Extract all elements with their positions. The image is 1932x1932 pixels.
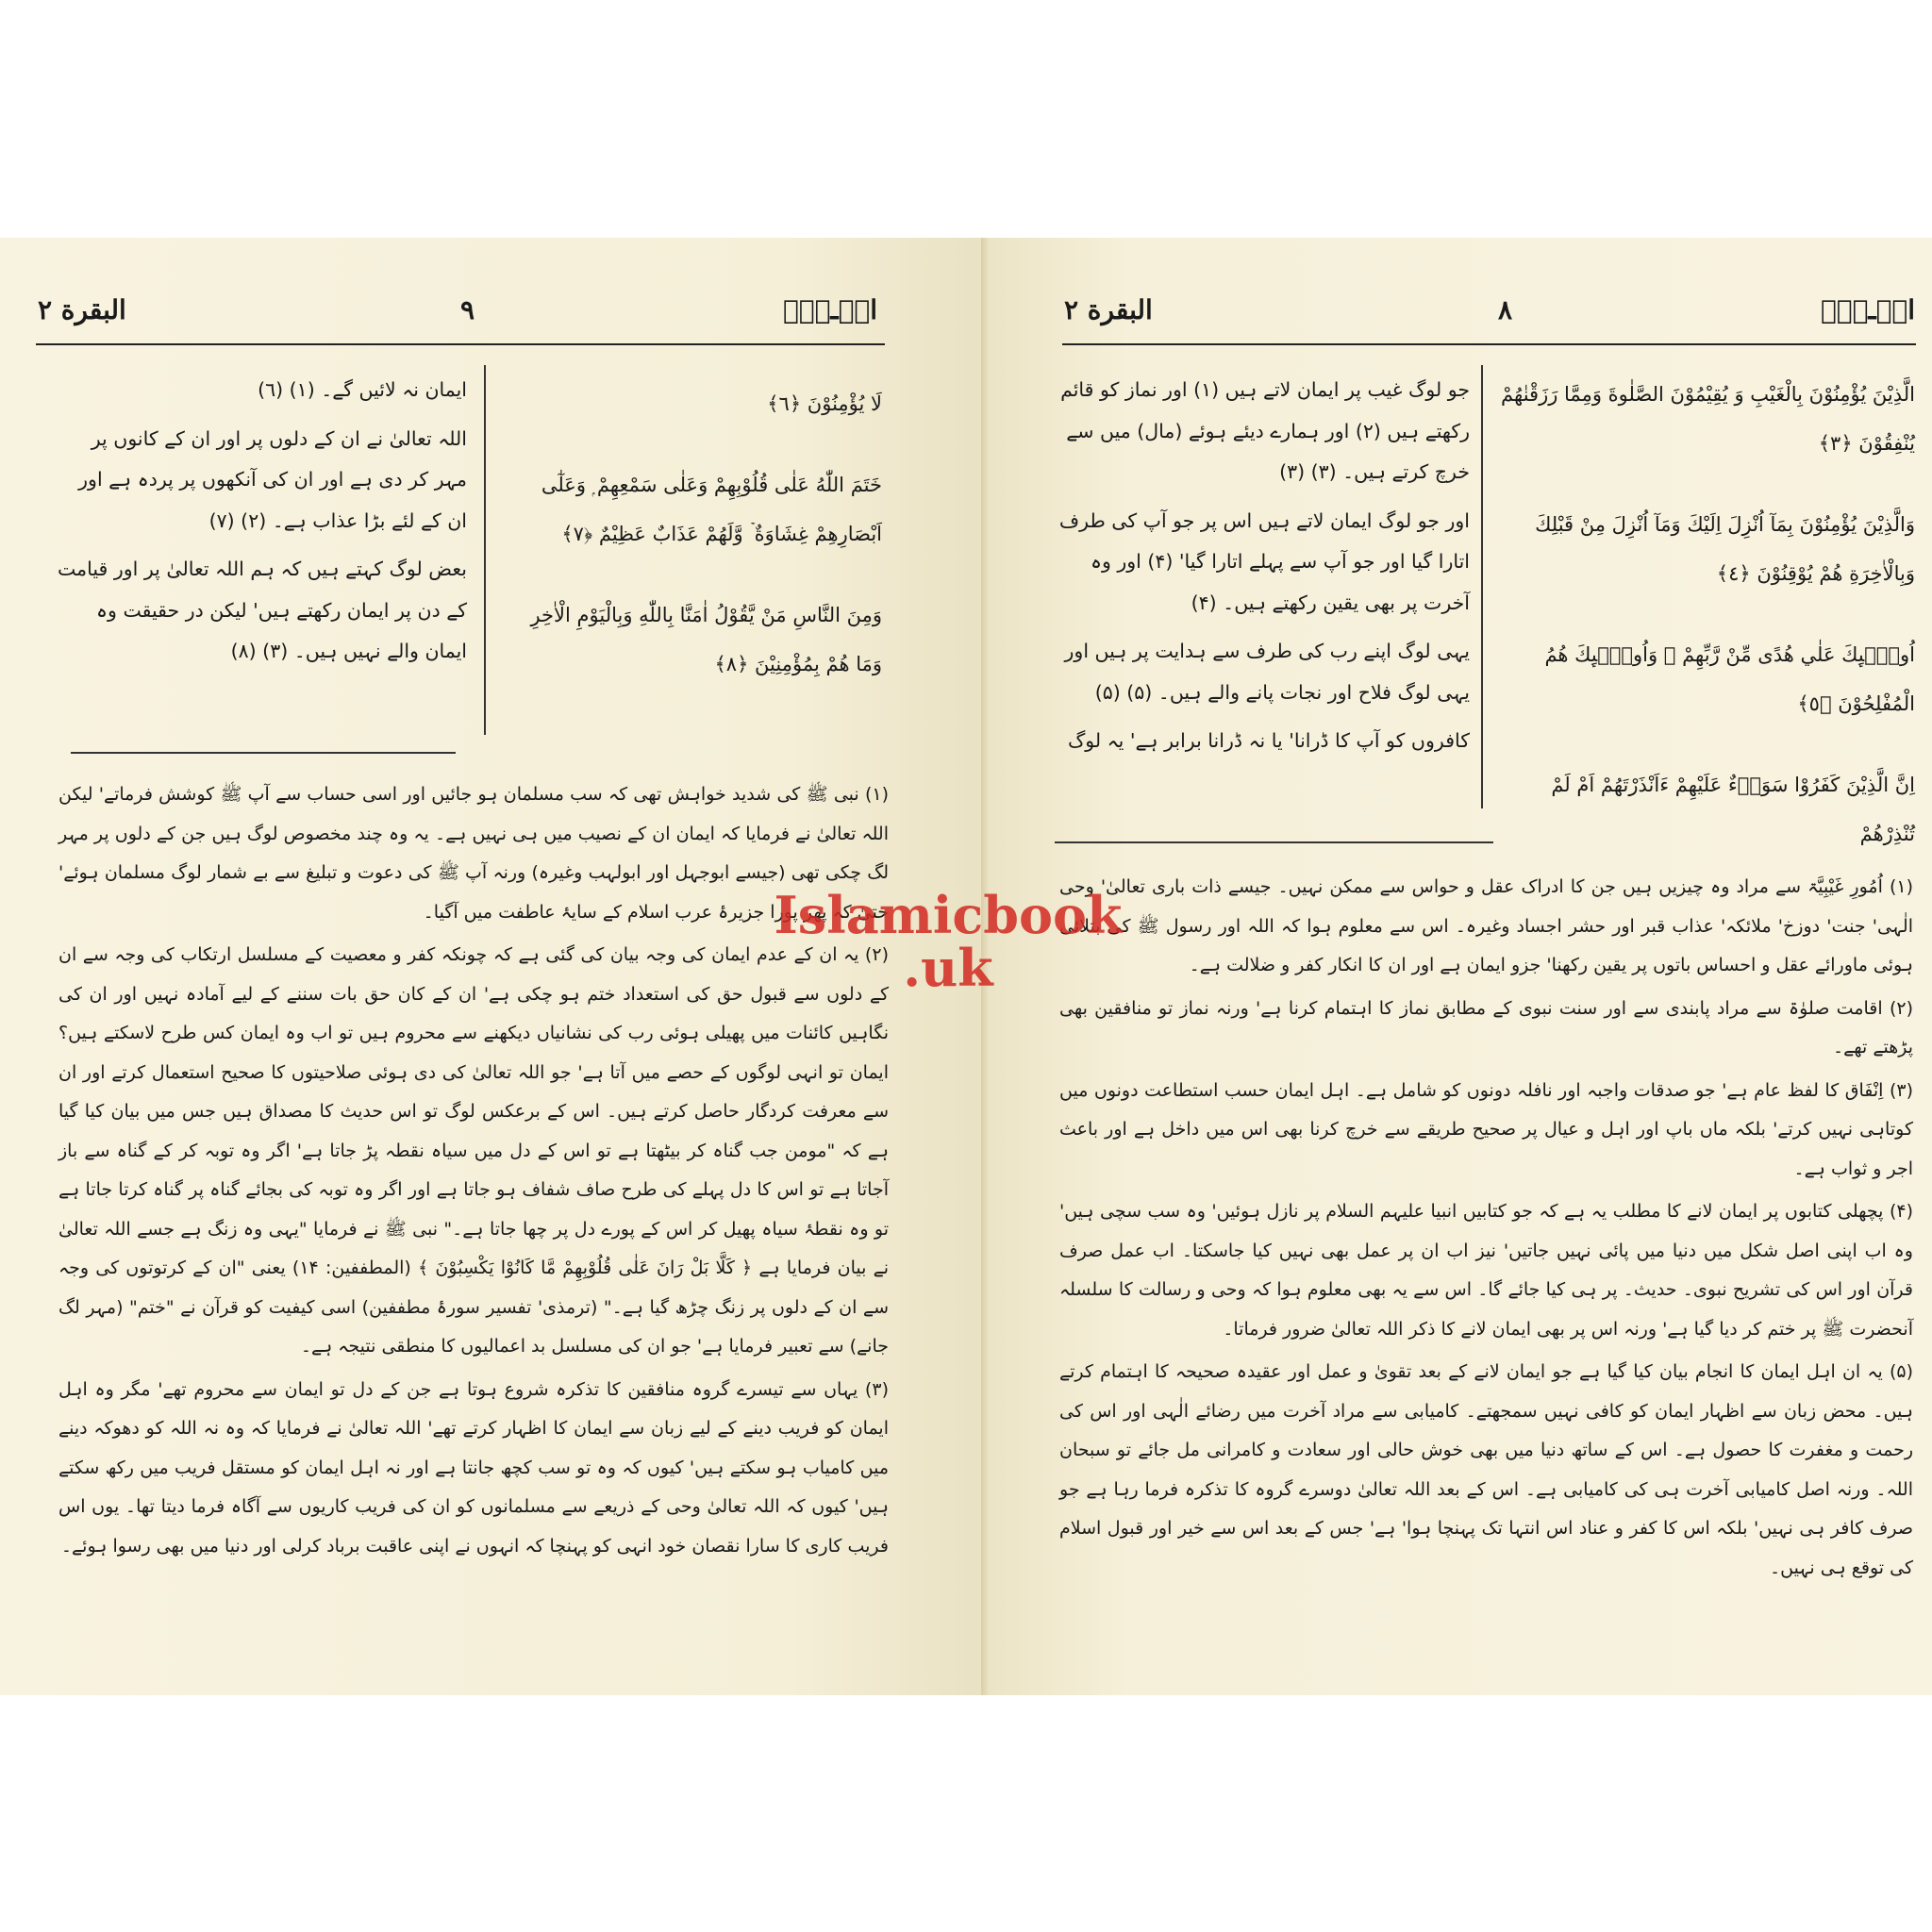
- watermark: [736, 885, 1160, 998]
- footnote: (۲) یہ ان کے عدم ایمان کی وجہ بیان کی گئی ہے کہ چونکہ کفر و معصیت کے مسلسل ارتکاب کی وجہ سے ان کے دلوں سے قبول حق کی استعداد ختم ہو چکی ہے' ان کے کان حق بات سننے کے لیے آمادہ نہیں اور ان کی نگاہیں کائنات میں پھیلی ہوئی رب کی نشانیاں دیکھنے سے محروم ہیں تو اب وہ ایمان کس طرح لاسکتے ہیں؟ ایمان تو انہی لوگوں کے حصے میں آتا ہے' جو اللہ تعالیٰ کی دی ہوئی صلاحیتوں کا صحیح استعمال کرتے اور ان سے معرفت کردگار حاصل کرتے ہیں۔ اس کے برعکس لوگ تو اس حدیث کا مصداق ہیں جس میں بیان کیا گیا ہے کہ "مومن جب گناہ کر بیٹھتا ہے تو اس کے دل میں سیاہ نقطہ پڑ جاتا ہے' اگر وہ توبہ کر کے گناہ سے باز آجاتا ہے تو اس کا دل پہلے کی طرح صاف شفاف ہو جاتا ہے اور اگر وہ توبہ کی بجائے گناہ پر گناہ کرتا جاتا ہے تو وہ نقطۂ سیاہ پھیل کر اس کے پورے دل پر چھا جاتا ہے۔" نبی ﷺ نے فرمایا "یہی وہ زنگ ہے جسے اللہ تعالیٰ نے بیان فرمایا ہے ﴿ كَلَّا بَلْ رَانَ عَلٰى قُلُوْبِهِمْ مَّا كَانُوْا يَكْسِبُوْنَ ﴾ (المطففین: ۱۴) یعنی "ان کے کرتوتوں کی وجہ سے ان کے دلوں پر زنگ چڑھ گیا ہے۔" (ترمذی' تفسیر سورۂ مطففین) اسی کیفیت کو قرآن نے "ختم" (مہر لگ جانے) سے تعبیر فرمایا ہے' جو ان کی مسلسل بد اعمالیوں کا منطقی نتیجہ ہے۔: [58, 944, 890, 1357]
- arabic-verse: خَتَمَ اللّٰهُ عَلٰى قُلُوْبِهِمْ وَعَلٰى سَمْعِهِمْ ۭ وَعَلٰٓى اَبْصَارِهِمْ غِشَاوَةٌ ۡ وَّلَهُمْ عَذَابٌ عَظِيْمٌ ﴿٧﴾: [541, 474, 882, 545]
- header-rule: [1062, 343, 1916, 345]
- surah-name: البقرة ۲: [38, 294, 126, 325]
- footnote: (۴) پچھلی کتابوں پر ایمان لانے کا مطلب یہ ہے کہ جو کتابیں انبیا علیہم السلام پر نازل ہوئیں' وہ سب سچی ہیں' وہ اب اپنی اصل شکل میں دنیا میں پائی نہیں جاتیں' نیز اب ان پر عمل بھی نہیں کیا جاسکتا۔ اب عمل صرف قرآن اور اس کی تشریح نبوی۔ حدیث۔ پر ہی کیا جائے گا۔ اس سے یہ بھی معلوم ہوا کہ وحی و رسالت کا سلسلہ آنحضرت ﷺ پر ختم کر دیا گیا ہے' ورنہ اس پر بھی ایمان لانے کا ذکر اللہ تعالیٰ ضرور فرماتا۔: [1059, 1201, 1913, 1340]
- footnote-rule: [71, 752, 456, 754]
- footnote: (۳) اِنْفَاق کا لفظ عام ہے' جو صدقات واجبہ اور نافلہ دونوں کو شامل ہے۔ اہل ایمان حسب استطاعت دونوں میں کوتاہی نہیں کرتے' بلکہ ماں باپ اور اہل و عیال پر صحیح طریقے سے خرچ کرنا بھی اس میں داخل ہے اور باعث اجر و ثواب ہے۔: [1059, 1079, 1913, 1179]
- arabic-verse: الَّذِيْنَ يُؤْمِنُوْنَ بِالْغَيْبِ وَ يُقِيْمُوْنَ الصَّلٰوةَ وَمِمَّا رَزَقْنٰهُمْ يُنْفِقُوْنَ ﴿٣﴾: [1501, 383, 1915, 455]
- translation-verse: جو لوگ غیب پر ایمان لاتے ہیں (۱) اور نماز کو قائم رکھتے ہیں (۲) اور ہمارے دیئے ہوئے (مال) میں سے خرچ کرتے ہیں۔ (۳) (۳): [1060, 378, 1470, 483]
- arabic-verse: لَا يُؤْمِنُوْنَ ﴿٦﴾: [767, 392, 882, 415]
- translation-verse: اللہ تعالیٰ نے ان کے دلوں پر اور ان کے کانوں پر مہر کر دی ہے اور ان کی آنکھوں پر پردہ ہے اور ان کے لئے بڑا عذاب ہے۔ (۲) (۷): [78, 426, 467, 532]
- juz-name: الۤـمّۤ: [783, 294, 877, 325]
- urdu-translation-column: [57, 370, 467, 680]
- surah-name: البقرة ۲: [1064, 294, 1153, 325]
- footnotes: [1059, 868, 1913, 1591]
- left-page-header: [38, 294, 877, 341]
- watermark-line: .uk: [903, 938, 993, 998]
- translation-verse: اور جو لوگ ایمان لاتے ہیں اس پر جو آپ کی طرف اتارا گیا اور جو آپ سے پہلے اتارا گیا' (۴) اور وہ آخرت پر بھی یقین رکھتے ہیں۔ (۴): [1058, 508, 1470, 614]
- column-divider: [484, 365, 486, 735]
- urdu-translation-column: [1055, 370, 1470, 770]
- header-rule: [36, 343, 885, 345]
- footnote: (۲) اقامت صلوٰۃ سے مراد پابندی سے اور سنت نبوی کے مطابق نماز کا اہتمام کرنا ہے' ورنہ نماز تو منافقین بھی پڑھتے تھے۔: [1059, 997, 1913, 1058]
- arabic-verse: اِنَّ الَّذِيْنَ كَفَرُوْا سَوَاۗءٌ عَلَيْهِمْ ءَاَنْذَرْتَھُمْ اَمْ لَمْ تُنْذِرْھُمْ: [1551, 774, 1915, 845]
- arabic-column: [509, 379, 882, 721]
- arabic-verse: وَالَّذِيْنَ يُؤْمِنُوْنَ بِمَآ اُنْزِلَ اِلَيْكَ وَمَآ اُنْزِلَ مِنْ قَبْلِكَ وَبِالْاٰخِرَةِ هُمْ يُوْقِنُوْنَ ﴿٤﴾: [1535, 513, 1915, 585]
- footnote: (۱) نبی ﷺ کی شدید خواہش تھی کہ سب مسلمان ہو جائیں اور اسی حساب سے آپ ﷺ کوشش فرماتے' لیکن اللہ تعالیٰ نے فرمایا کہ ایمان ان کے نصیب میں ہی نہیں ہے۔ یہ وہ چند مخصوص لوگ ہیں جن کے دلوں پر مہر لگ چکی تھی (جیسے ابوجہل اور ابولہب وغیرہ) ورنہ آپ ﷺ کی دعوت و تبلیغ سے بے شمار لوگ مسلمان ہوئے' حتیٰ کہ پھر پورا جزیرۂ عرب اسلام کے سایۂ عاطفت میں آگیا۔: [58, 784, 889, 923]
- column-divider: [1481, 365, 1483, 808]
- footnote: (۱) اُمُورِ غَیْبِیَّۃ سے مراد وہ چیزیں ہیں جن کا ادراک عقل و حواس سے ممکن نہیں۔ جیسے ذات باری تعالیٰ' وحی الٰہی' جنت' دوزخ' ملائکہ' عذاب قبر اور حشر اجساد وغیرہ۔ اس سے معلوم ہوا کہ اللہ اور رسول ﷺ کی بتلائی ہوئی ماورائے عقل و احساس باتوں پر یقین رکھنا' جزو ایمان ہے اور ان کا انکار کفر و ضلالت ہے۔: [1059, 876, 1913, 975]
- arabic-column: [1498, 370, 1915, 891]
- arabic-verse: وَمِنَ النَّاسِ مَنْ يَّقُوْلُ اٰمَنَّا بِاللّٰهِ وَبِالْيَوْمِ الْاٰخِرِ وَمَا هُمْ بِمُؤْمِنِيْنَ ﴿٨﴾: [530, 604, 882, 675]
- translation-verse: یہی لوگ اپنے رب کی طرف سے ہدایت پر ہیں اور یہی لوگ فلاح اور نجات پانے والے ہیں۔ (۵) (۵): [1064, 640, 1470, 704]
- translation-verse: بعض لوگ کہتے ہیں کہ ہم اللہ تعالیٰ پر اور قیامت کے دن پر ایمان رکھتے ہیں' لیکن در حقیقت وہ ایمان والے نہیں ہیں۔ (۳) (۸): [57, 558, 467, 662]
- book-spread: [0, 238, 1932, 1695]
- page-number: ۹: [460, 294, 475, 325]
- footnote-rule: [1055, 841, 1493, 843]
- arabic-verse: اُولٰۗىِٕكَ عَلٰي هُدًى مِّنْ رَّبِّهِمْ ۤ وَاُولٰۗىِٕكَ هُمُ الْمُفْلِحُوْنَ ﴿٥﴾: [1544, 643, 1915, 715]
- right-page-header: [1064, 294, 1915, 341]
- translation-verse: کافروں کو آپ کا ڈرانا' یا نہ ڈرانا برابر ہے' یہ لوگ: [1067, 729, 1470, 752]
- juz-name: الۤـمّۤ: [1821, 294, 1915, 325]
- translation-verse: ایمان نہ لائیں گے۔ (۱) (٦): [258, 378, 467, 401]
- footnote: (۵) یہ ان اہل ایمان کا انجام بیان کیا گیا ہے جو ایمان لانے کے بعد تقویٰ و عمل اور عقیدہ صحیحہ کا اہتمام کرتے ہیں۔ محض زبان سے اظہار ایمان کو کافی نہیں سمجھتے۔ کامیابی سے مراد آخرت میں رضائے الٰہی اور اس کی رحمت و مغفرت کا حصول ہے۔ اس کے ساتھ دنیا میں بھی خوش حالی اور سعادت و کامرانی مل جائے تو سبحان اللہ۔ ورنہ اصل کامیابی آخرت ہی کی کامیابی ہے۔ اس کے بعد اللہ تعالیٰ دوسرے گروہ کا تذکرہ فرما رہا ہے جو صرف کافر ہی نہیں' بلکہ اس کا کفر و عناد اس انتہا تک پہنچا ہوا' ہے' جس کے بعد اس سے خیر اور قبول اسلام کی توقع ہی نہیں۔: [1059, 1361, 1913, 1578]
- page-number: ۸: [1498, 294, 1513, 325]
- footnote: (۳) یہاں سے تیسرے گروہ منافقین کا تذکرہ شروع ہوتا ہے جن کے دل تو ایمان سے محروم تھے' مگر وہ اہل ایمان کو فریب دینے کے لیے زبان سے ایمان کا اظہار کرتے تھے' اللہ تعالیٰ نے فرمایا کہ وہ نہ اللہ کو دھوکہ دینے میں کامیاب ہو سکتے ہیں' کیوں کہ وہ تو سب کچھ جانتا ہے اور نہ اہل ایمان کو مستقل فریب میں رکھ سکتے ہیں' کیوں کہ اللہ تعالیٰ وحی کے ذریعے سے مسلمانوں کو ان کی فریب کاریوں سے آگاہ فرما دیتا تھا۔ یوں اس فریب کاری کا سارا نقصان خود انہی کو پہنچا کہ انہوں نے اپنی عاقبت برباد کرلی اور دنیا میں بھی رسوا ہوئے۔: [58, 1378, 889, 1557]
- watermark-line: Islamicbook: [774, 885, 1123, 945]
